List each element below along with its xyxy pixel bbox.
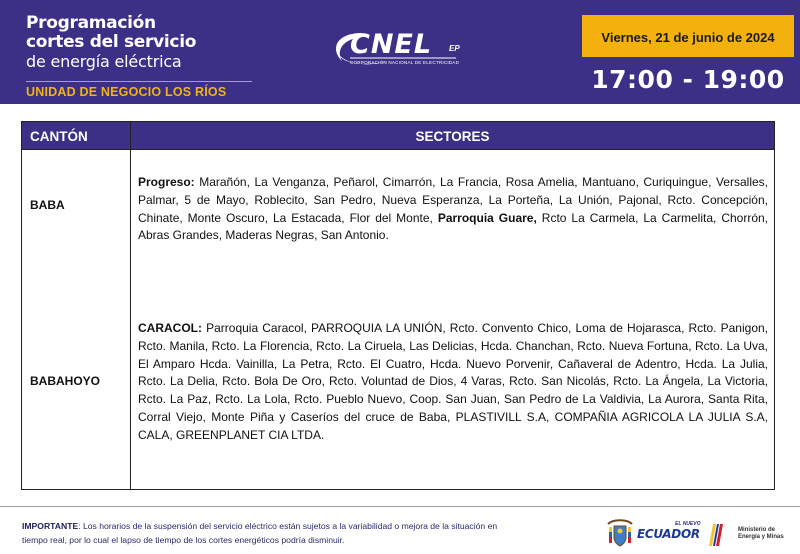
brand-small-text: EL NUEVO <box>675 521 701 527</box>
cnel-logo <box>328 27 488 73</box>
sector-lead-caracol: CARACOL: <box>138 321 202 335</box>
date-box <box>582 15 794 57</box>
table-header <box>22 122 774 150</box>
time-box <box>582 57 794 104</box>
business-unit <box>26 81 252 103</box>
sectors-babahoyo <box>138 320 768 445</box>
footer-divider <box>0 506 800 507</box>
date-label: Viernes, 21 de junio de 2024 <box>601 30 775 45</box>
column-divider <box>130 122 131 489</box>
cnel-logo-suffix: EP <box>449 44 460 53</box>
title-line-3: de energía eléctrica <box>26 52 182 71</box>
title-line-1: Programación <box>26 13 156 33</box>
ministry-line-1: Ministerio de <box>738 527 776 533</box>
column-header-sectores: SECTORES <box>415 129 490 144</box>
ecuador-flag-stripes-icon <box>705 524 723 546</box>
cnel-logo-text: CNEL <box>350 29 433 60</box>
business-unit-label: UNIDAD DE NEGOCIO LOS RÍOS <box>26 85 227 99</box>
sector-list-guare: Rcto La Carmela, La Carmelita, Chorrón, Abras Grandes, Maderas Negras, San Antonio. <box>138 210 769 243</box>
sector-list-caracol: Parroquia Caracol, PARROQUIA LA UNIÓN, Rcto. Convento Chico, Loma de Hojarasca, Rcto. Panigon, Rcto. Manila, Rcto. La Florencia, Rcto. La Ciruela, Las Delicias, Hcda. Chanchan, Rcto. Nueva Fortuna, Rcto. La Uva, El Amparo Hcda. Vainilla, La Petra, Rcto. El Cuatro, Hcda. Nuevo Porvenir, Cañaveral de Adentro, Hcda. La Julia, Rcto. La Delia, Rcto. Bola De Oro, Rcto. Voluntad de Dios, 4 Varas, Rcto. San Nicolás, Rcto. La Ángela, La Victoria, Rcto. La Paz, Rcto. La Lola, Rcto. Pueblo Nuevo, Coop. San Juan, San Pedro de La Valdivia, La Aurora, Santa Rita, Corral Viejo, Monte Piña y Caseríos del cruce de Baba, PLASTIVILL S.A, COMPAÑIA AGRICOLA LA JULIA S.A, CALA, GREENPLANET CIA LTDA. <box>138 321 768 442</box>
important-note <box>22 519 502 547</box>
canton-babahoyo: BABAHOYO <box>30 374 101 388</box>
cnel-logo-subtitle: CORPORACIÓN NACIONAL DE ELECTRICIDAD <box>350 60 460 65</box>
header-banner <box>0 0 800 104</box>
important-label: IMPORTANTE <box>22 521 79 531</box>
title-line-2: cortes del servicio <box>26 32 197 52</box>
sectors-baba <box>138 174 768 245</box>
sector-lead-progreso: Progreso: <box>138 175 195 189</box>
brand-main-text: ECUADOR <box>637 527 700 541</box>
column-header-canton: CANTÓN <box>30 129 88 144</box>
sector-lead-guare: Parroquia Guare, <box>437 210 537 225</box>
ecuador-coat-of-arms-icon <box>605 518 635 550</box>
ministry-label <box>738 527 784 541</box>
ministry-line-2: Energía y Minas <box>738 534 784 540</box>
schedule-table <box>21 121 775 490</box>
sector-list-progreso: Marañón, La Venganza, Peñarol, Cimarrón, La Francia, Rosa Amelia, Mantuano, Curiquingue, Versalles, Palmar, 5 de Mayo, Roblecito, San Pedro, Nueva Esperanza, La Porteña, La Unión, Pajonal, Rcto. Concepción, Chinate, Monte Oscuro, La Estacada, Flor del Monte, <box>138 175 768 225</box>
important-text: : Los horarios de la suspensión del servicio eléctrico están sujetos a la variabilidad o mejora de la situación en tiempo real, por lo cual el lapso de tiempo de los cortes energéticos podría disminuir. <box>22 521 498 545</box>
ecuador-brand <box>637 521 729 549</box>
time-range: 17:00 - 19:00 <box>591 65 785 94</box>
canton-baba: BABA <box>30 198 65 212</box>
